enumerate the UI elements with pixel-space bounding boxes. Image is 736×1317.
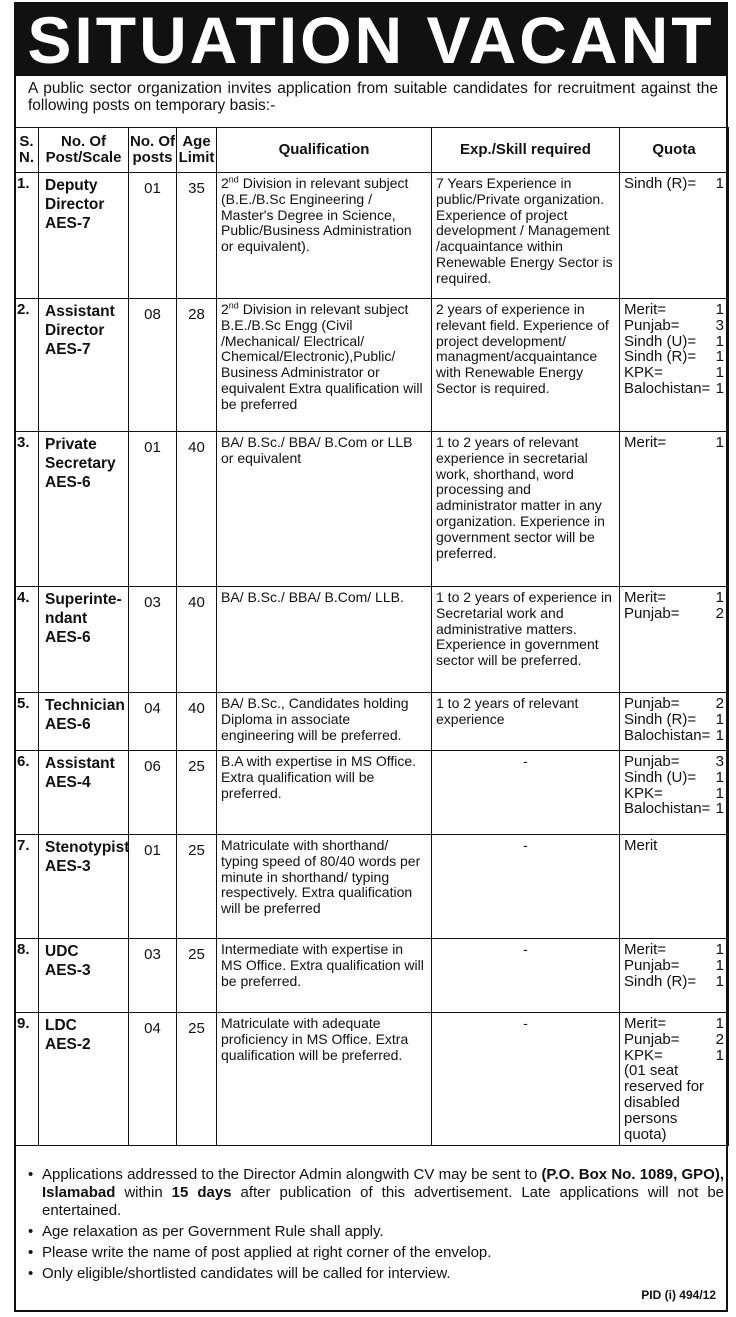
note-1-part-e: after publication of this advertisement. Late applications will not be entertained. [42,1184,725,1219]
quota-region: Balochistan= [624,800,711,818]
quota-cell [620,939,729,1013]
quota-line [624,838,724,854]
quota-count [712,838,724,854]
quota-count: 3 [715,316,724,334]
qualification-cell [217,693,432,751]
post-cell [39,432,129,587]
intro-text: A public sector organization invites application from suitable candidates for recruitment against the following posts on temporary basis:- [28,80,718,114]
header-age: Age Limit [177,128,217,173]
header-sn: S. N. [15,128,39,173]
post-line: AES-2 [45,1036,91,1053]
header-experience: Exp./Skill required [432,128,620,173]
post-line: AES-6 [45,629,91,646]
serial-number: 2. [17,301,30,318]
page-title: SITUATION VACANT [16,4,726,76]
quota-line [624,786,724,802]
posts-count-cell [129,939,177,1013]
experience-text: 1 to 2 years of relevant experience [436,695,579,727]
posts-count-cell [129,587,177,693]
quota-line [624,942,724,958]
post-line: Private [45,436,97,453]
post-line: AES-7 [45,215,91,232]
quota-count: 2 [715,695,724,712]
age-limit-cell [177,432,217,587]
quota-line [624,1032,724,1048]
ordinal-suffix: nd [228,174,239,185]
quota-region: Sindh (R)= [624,710,697,728]
posts-count: 01 [144,180,161,197]
age-limit-cell [177,835,217,939]
header-post: No. Of Post/Scale [39,128,129,173]
qualification-text: Intermediate with expertise in MS Office. Extra qualification will be preferred. [221,941,424,989]
serial-number-cell [15,173,39,299]
age-limit: 40 [188,439,205,456]
posts-count-cell [129,299,177,432]
serial-number: 6. [17,753,30,770]
qualification-text: BA/ B.Sc./ BBA/ B.Com/ LLB. [221,589,404,605]
serial-number-cell [15,587,39,693]
quota-line [624,176,724,192]
notes-list [28,1166,724,1286]
quota-cell [620,693,729,751]
age-limit-cell [177,751,217,835]
qualification-text: BA/ B.Sc., Candidates holding Diploma in associate engineering will be preferred. [221,695,409,743]
posts-count: 01 [144,842,161,859]
quota-count: 1 [715,348,724,366]
pid-code: PID (i) 494/12 [641,1288,716,1302]
quota-count: 1 [715,768,724,786]
note-1-part-a: Applications addressed to the Director Admin alongwith CV may be sent to [42,1166,542,1183]
age-limit-cell [177,173,217,299]
experience-cell [432,587,620,693]
age-limit: 25 [188,758,205,775]
quota-count: 1 [715,710,724,728]
quota-cell [620,751,729,835]
quota-line [624,696,724,712]
quota-cell [620,173,729,299]
quota-line [624,590,724,606]
quota-count: 1 [715,175,724,192]
quota-line [624,302,724,318]
quota-line [624,754,724,770]
post-line: Stenotypist [45,839,130,856]
note-item [28,1223,724,1241]
posts-count-cell [129,1013,177,1146]
serial-number-cell [15,939,39,1013]
age-limit: 40 [188,700,205,717]
posts-count-cell [129,835,177,939]
quota-count: 1 [715,364,724,382]
serial-number: 5. [17,695,30,712]
table-row [15,587,729,693]
serial-number-cell [15,693,39,751]
table-row [15,835,729,939]
quota-region: Merit [624,837,658,854]
quota-line [624,606,724,622]
table-row [15,1013,729,1146]
note-3-text: Please write the name of post applied at right corner of the envelop. [42,1244,492,1261]
header-quota: Quota [620,128,729,173]
age-limit: 25 [188,946,205,963]
quota-cell [620,299,729,432]
experience-cell [432,939,620,1013]
quota-region: Punjab= [624,1030,680,1048]
age-limit: 25 [188,842,205,859]
quota-count: 1 [715,941,724,958]
posts-count-cell [129,693,177,751]
post-line: Assistant [45,303,115,320]
serial-number-cell [15,751,39,835]
quota-line [624,349,724,365]
post-line: AES-3 [45,858,91,875]
qualification-cell [217,432,432,587]
qualification-cell [217,751,432,835]
quota-line [624,1048,724,1064]
age-limit: 28 [188,306,205,323]
quota-region: Merit= [624,1015,667,1032]
age-limit-cell [177,1013,217,1146]
serial-number: 4. [17,589,30,606]
posts-count: 04 [144,700,161,717]
table-row [15,751,729,835]
post-line: AES-4 [45,774,91,791]
quota-count: 1 [715,379,724,397]
quota-count: 1 [715,784,724,802]
table-header-row [15,128,729,173]
serial-number-cell [15,1013,39,1146]
quota-line [624,365,724,381]
qualification-cell [217,939,432,1013]
quota-region: Sindh (U)= [624,332,697,350]
quota-region: Balochistan= [624,379,711,397]
post-line: AES-7 [45,341,91,358]
age-limit-cell [177,939,217,1013]
posts-count: 03 [144,946,161,963]
quota-count: 2 [715,604,724,622]
qualification-cell [217,173,432,299]
note-1-address: (P.O. Box No. 1089, GPO), Islamabad [42,1166,724,1201]
quota-region: Punjab= [624,695,680,712]
note-item [28,1244,724,1262]
age-limit-cell [177,693,217,751]
posts-count: 03 [144,594,161,611]
bullet-icon: • [28,1265,34,1282]
qualification-cell [217,587,432,693]
ordinal-suffix: nd [228,300,239,311]
posts-table-body [15,173,729,1146]
quota-region: Punjab= [624,316,680,334]
posts-count: 01 [144,439,161,456]
serial-number: 9. [17,1015,30,1032]
quota-region: Sindh (U)= [624,768,697,786]
post-line: ndant [45,610,88,627]
ordinal-number: 2 [221,301,229,317]
post-line: Director [45,322,105,339]
experience-text: 7 Years Experience in public/Private organization. Experience of project development / Management /acquaintance within Renewable Energy Sector is required. [436,175,613,286]
post-line: UDC [45,943,79,960]
serial-number: 8. [17,941,30,958]
post-cell [39,751,129,835]
qualification-cell [217,299,432,432]
serial-number-cell [15,835,39,939]
table-row [15,939,729,1013]
post-line: Technician [45,697,125,714]
quota-count: 1 [715,1046,724,1064]
quota-region: Punjab= [624,753,680,770]
note-item [28,1265,724,1283]
posts-count: 08 [144,306,161,323]
quota-line [624,974,724,990]
experience-cell [432,432,620,587]
age-limit: 40 [188,594,205,611]
post-line: Assistant [45,755,115,772]
post-line: Superinte- [45,591,122,608]
bullet-icon: • [28,1166,34,1183]
quota-count: 1 [715,589,724,606]
posts-count-cell [129,751,177,835]
post-line: AES-6 [45,716,91,733]
quota-line [624,381,724,397]
posts-count: 04 [144,1020,161,1037]
quota-region: KPK= [624,364,663,382]
quota-count: 1 [715,434,724,451]
table-row [15,173,729,299]
quota-region: Sindh (R)= [624,972,697,990]
quota-region: Merit= [624,434,667,451]
note-2-text: Age relaxation as per Government Rule shall apply. [42,1223,384,1240]
quota-count: 1 [715,800,724,818]
bullet-icon: • [28,1223,34,1240]
quota-region: Punjab= [624,956,680,974]
quota-region: Sindh (R)= [624,348,697,366]
posts-count-cell [129,173,177,299]
qualification-text: Matriculate with shorthand/ typing speed of 80/40 words per minute in shorthand/ typing respectively. Extra qualification will be preferred [221,837,421,917]
experience-text: 2 years of experience in relevant field. Experience of project development/ managment/acquaintance with Renewable Energy Sector is required. [436,301,609,396]
bullet-icon: • [28,1244,34,1261]
quota-count: 1 [715,1015,724,1032]
quota-count: 3 [715,753,724,770]
note-1-part-c: within [115,1184,172,1201]
quota-region: Sindh (R)= [624,175,697,192]
note-text [42,1166,724,1220]
serial-number: 7. [17,837,30,854]
qualification-cell [217,835,432,939]
post-line: AES-6 [45,474,91,491]
qualification-cell [217,1013,432,1146]
quota-region: Balochistan= [624,726,711,744]
qualification-text: BA/ B.Sc./ BBA/ B.Com or LLB or equivalent [221,434,413,466]
quota-line [624,435,724,451]
quota-line [624,1016,724,1032]
quota-region: KPK= [624,1046,663,1064]
posts-count-cell [129,432,177,587]
experience-text: - [523,1015,528,1031]
ordinal-number: 2 [221,175,229,191]
quota-count: 2 [715,1030,724,1048]
table-row [15,693,729,751]
post-cell [39,939,129,1013]
table-row [15,432,729,587]
experience-text: - [523,837,528,853]
quota-line [624,712,724,728]
table-row [15,299,729,432]
quota-line [624,958,724,974]
quota-line [624,770,724,786]
qualification-text: Matriculate with adequate proficiency in MS Office. Extra qualification will be preferred. [221,1015,409,1063]
qualification-text: B.A with expertise in MS Office. Extra qualification will be preferred. [221,753,417,801]
experience-text: 1 to 2 years of experience in Secretarial work and administrative matters. Experience in government sector will be preferred. [436,589,612,669]
quota-region: Punjab= [624,604,680,622]
note-item [28,1166,724,1220]
quota-cell [620,432,729,587]
serial-number: 3. [17,434,30,451]
quota-region: Merit= [624,941,667,958]
quota-count: 1 [715,332,724,350]
quota-cell [620,835,729,939]
experience-cell [432,1013,620,1146]
post-cell [39,587,129,693]
post-cell [39,693,129,751]
posts-table [14,127,729,1146]
quota-count: 1 [715,726,724,744]
post-line: Director [45,196,105,213]
experience-cell [432,693,620,751]
qualification-text: Division in relevant subject (B.E./B.Sc Engineering / Master's Degree in Science, Public/Business Administration or equivalent). [221,175,412,255]
quota-region: Merit= [624,589,667,606]
serial-number-cell [15,299,39,432]
posts-count: 06 [144,758,161,775]
experience-text: - [523,753,528,769]
quota-line [624,334,724,350]
post-line: Secretary [45,455,116,472]
post-cell [39,835,129,939]
note-4-text: Only eligible/shortlisted candidates will be called for interview. [42,1265,451,1282]
experience-cell [432,173,620,299]
advertisement-sheet [14,2,728,1312]
age-limit-cell [177,299,217,432]
quota-line [624,801,724,817]
experience-text: - [523,941,528,957]
post-line: Deputy [45,177,98,194]
note-1-deadline: 15 days [171,1184,232,1201]
header-qualification: Qualification [217,128,432,173]
quota-region: Merit= [624,301,667,318]
post-line: AES-3 [45,962,91,979]
age-limit-cell [177,587,217,693]
serial-number-cell [15,432,39,587]
quota-cell [620,1013,729,1146]
age-limit: 35 [188,180,205,197]
post-cell [39,173,129,299]
quota-line [624,318,724,334]
quota-cell [620,587,729,693]
experience-text: 1 to 2 years of relevant experience in secretarial work, shorthand, word processing and administrator matter in any organization. Experience in government sector will be preferred. [436,434,605,561]
header-posts: No. Of posts [129,128,177,173]
quota-line [624,728,724,744]
experience-cell [432,299,620,432]
post-line: LDC [45,1017,77,1034]
experience-cell [432,835,620,939]
quota-count: 1 [715,956,724,974]
quota-count: 1 [715,301,724,318]
quota-region: KPK= [624,784,663,802]
quota-count: 1 [715,972,724,990]
quota-note: (01 seat reserved for disabled persons quota) [624,1062,705,1143]
age-limit: 25 [188,1020,205,1037]
post-cell [39,299,129,432]
qualification-text: Division in relevant subject B.E./B.Sc Engg (Civil /Mechanical/ Electrical/ Chemical/Electronic),Public/ Business Administrator or equivalent Extra qualification will be preferred [221,301,423,412]
experience-cell [432,751,620,835]
post-cell [39,1013,129,1146]
serial-number: 1. [17,175,30,192]
